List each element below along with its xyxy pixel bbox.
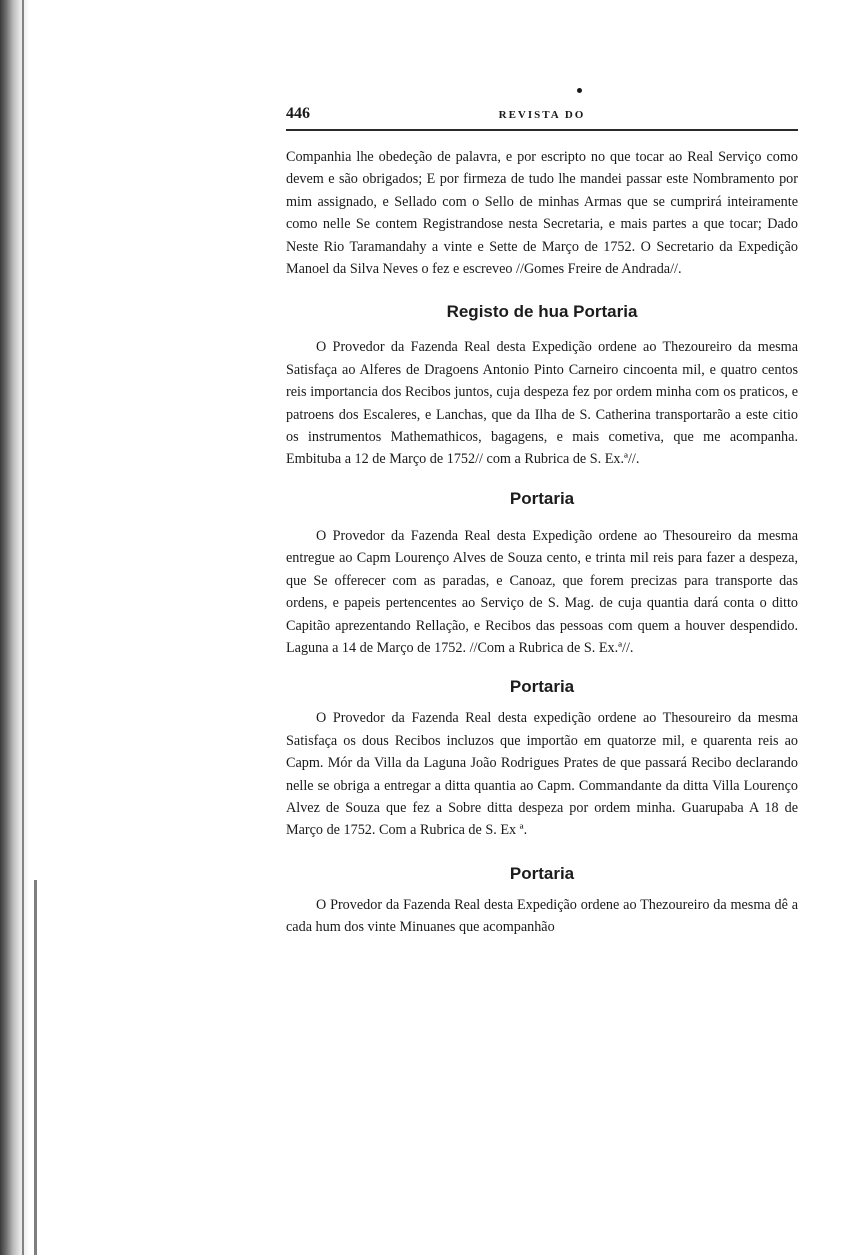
page-number: 446 [286,105,310,122]
paragraph: O Provedor da Fazenda Real desta expedição ordene ao Thesoureiro da mesma Satisfaça os dous Recibos incluzos que importão em quatorze mil, e quarenta reis ao Capm. Mór da Villa da Laguna João Rodrigues Prates de que passará Recibo declarando nelle se obriga a entregar a ditta quantia ao Capm. Commandante da ditta Villa Lourenço Alvez de Souza que fez a Sobre ditta despeza por ordem minha. Guarupaba A 18 de Março de 1752. Com a Rubrica de S. Ex ª. [286,710,798,839]
gutter-streak [22,0,24,1255]
header-rule [286,129,798,131]
running-head: REVISTA DO [498,109,586,121]
page-header [286,105,798,131]
print-mark [577,88,582,93]
section-title: Portaria [509,488,575,508]
paragraph: Companhia lhe obedeção de palavra, e por escripto no que tocar ao Real Serviço como devem e são obrigados; E por firmeza de tudo lhe mandei passar este Nombramento por mim assignado, e Sellado com o Sello de minhas Armas que se cumprirá inteiramente como nelle Se contem Registrandose nesta Secretaria, e mais partes a que tocar; Dado Neste Rio Taramandahy a vinte e Sette de Março de 1752. O Secretario da Expedição Manoel da Silva Neves o fez e escreveo //Gomes Freire de Andrada//. [286,149,798,278]
book-spine-shadow [0,0,30,1255]
paragraph: O Provedor da Fazenda Real desta Expedição ordene ao Thesoureiro da mesma entregue ao Capm Lourenço Alves de Souza cento, e trinta mil reis para fazer a despeza, que Se offerecer com as paradas, e Canoaz, que forem precizas para transporte das ordens, e papeis pertencentes ao Serviço de S. Mag. de cuja quantia dará conta o ditto Capitão aprezentando Rellação, e Recibos das pessoas com quem a houver despendido. Laguna a 14 de Março de 1752. //Com a Rubrica de S. Ex.ª//. [286,527,798,656]
section-title: Registo de hua Portaria [446,302,638,322]
paragraph: O Provedor da Fazenda Real desta Expedição ordene ao Thezoureiro da mesma dê a cada hum dos vinte Minuanes que acompanhão [286,896,798,936]
gutter-streak [34,880,37,1255]
paragraph: O Provedor da Fazenda Real desta Expedição ordene ao Thezoureiro da mesma Satisfaça ao Alferes de Dragoens Antonio Pinto Carneiro cincoenta mil, e quatro centos reis importancia dos Recibos juntos, cuja despeza fez por ordem minha com os praticos, e patroens dos Escaleres, e Lanchas, que da Ilha de S. Catherina transportarão a este citio os instrumentos Mathemathicos, bagagens, e mais cometiva, que me acompanha. Embituba a 12 de Março de 1752// com a Rubrica de S. Ex.ª//. [286,339,798,468]
section-title: Portaria [509,677,575,697]
section-title: Portaria [509,863,575,883]
page-body [286,146,798,939]
